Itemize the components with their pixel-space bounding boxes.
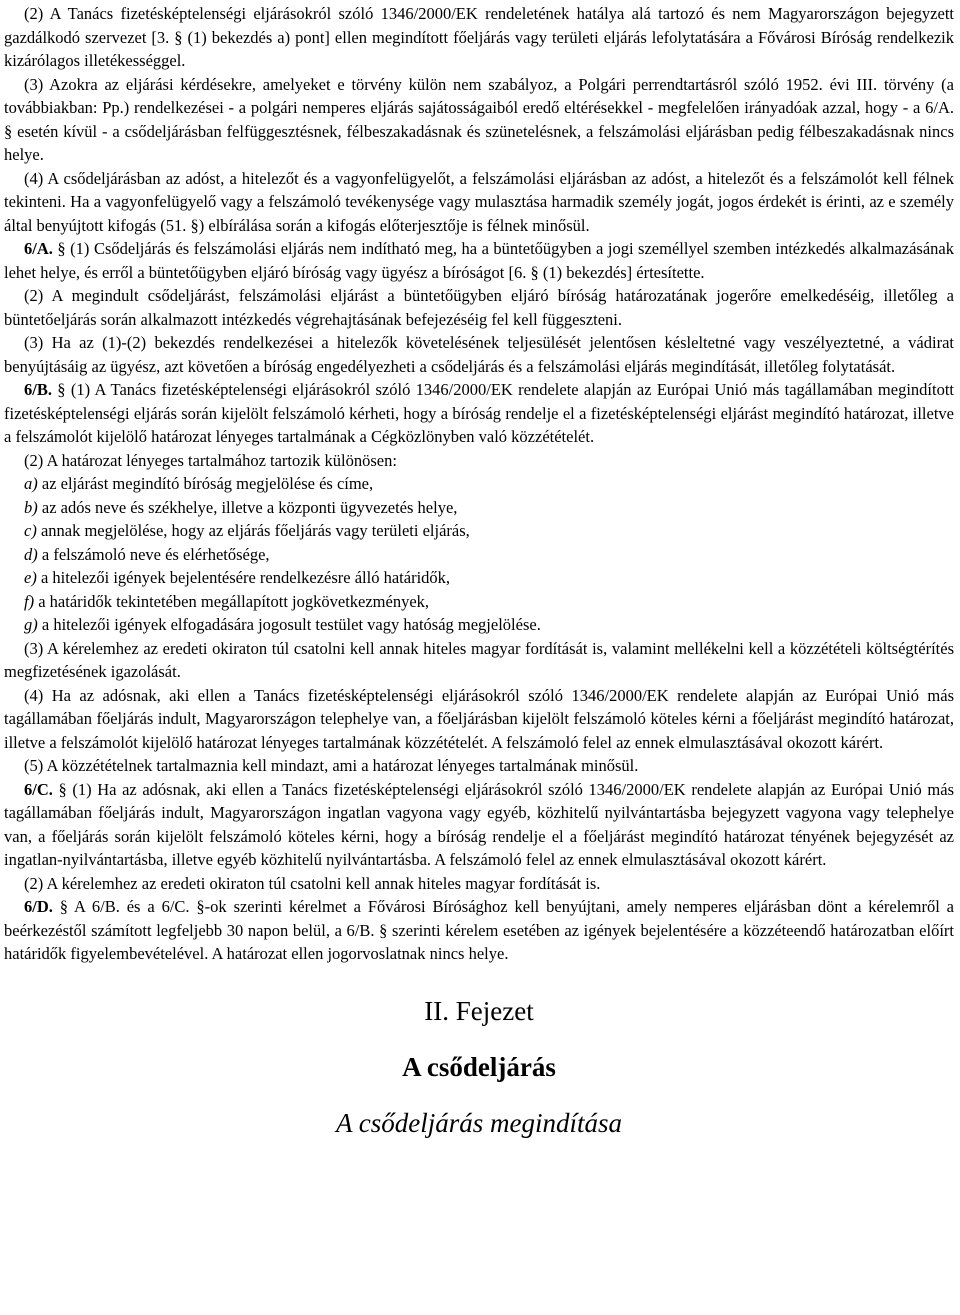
list-item-text: a hitelezői igények bejelentésére rendelkezésre álló határidők, <box>36 568 451 587</box>
section-6d-text-1: § A 6/B. és a 6/C. §-ok szerinti kérelmet a Fővárosi Bírósághoz kell benyújtani, amely nemperes eljárásban dönt a kérelemről a beérkezéstől számított legfeljebb 30 napon belül, a 6/B. § szerinti kérelem esetében az igények bejelentésére a közzéteendő határozatban előírt határidők figyelembevételével. A határozat ellen jogorvoslatnak nincs helye. <box>4 897 954 963</box>
section-6b-heading: 6/B. <box>24 380 52 399</box>
list-item-text: az adós neve és székhelye, illetve a központi ügyvezetés helye, <box>37 497 458 517</box>
list-item-text: a hitelezői igények elfogadására jogosult testület vagy hatóság megjelölése. <box>37 615 541 634</box>
section-6a-text-1: § (1) Csődeljárás és felszámolási eljárás nem indítható meg, ha a büntetőügyben a jogi személlyel szemben intézkedés alkalmazásának lehet helye, és erről a büntetőügyben eljáró bíróság vagy ügyész a bíróságot [6. § (1) bekezdés] értesítette. <box>4 239 954 282</box>
list-item-text: annak megjelölése, hogy az eljárás főeljárás vagy területi eljárás, <box>36 521 470 540</box>
section-6a-heading: 6/A. <box>24 239 53 258</box>
chapter-subtitle: A csődeljárás megindítása <box>336 1107 622 1138</box>
section-6a-paragraph-2: (2) A megindult csődeljárást, felszámolási eljárást a büntetőügyben eljáró bíróság határozatának jogerőre emelkedéséig, illetőleg a büntetőeljárás során alkalmazott intézkedés végrehajtásának befejezéséig fel kell függeszteni. <box>4 286 954 329</box>
section-6b-paragraph-1 <box>4 378 954 449</box>
paragraph-4: (4) A csődeljárásban az adóst, a hitelezőt és a vagyonfelügyelőt, a felszámolási eljárásban az adóst, a hitelezőt és a felszámolót kell félnek tekinteni. Ha a vagyonfelügyelő vagy a felszámoló tevékenysége vagy mulasztása harmadik személy jogát, jogos érdekét is érinti, az e személy által benyújtott kifogás (51. §) elbírálása során a kifogás előterjesztője is félnek minősül. <box>4 168 954 235</box>
list-item-letter: g) <box>24 615 38 634</box>
list-item-letter: d) <box>24 544 38 564</box>
list-item-letter: c) <box>24 521 37 540</box>
chapter-heading-block <box>4 994 954 1140</box>
section-6a-paragraph-1 <box>4 237 954 284</box>
list-item-letter: f) <box>24 591 35 611</box>
list-item <box>24 590 954 614</box>
section-6b-paragraph-2: (2) A határozat lényeges tartalmához tartozik különösen: <box>24 450 397 470</box>
chapter-number: II. Fejezet <box>424 995 534 1026</box>
section-6c-paragraph-1 <box>4 778 954 872</box>
list-item <box>24 566 954 590</box>
list-item <box>24 496 954 520</box>
list-item-letter: b) <box>24 497 38 517</box>
content-list <box>4 472 954 637</box>
list-item <box>24 613 954 637</box>
paragraph-3: (3) Azokra az eljárási kérdésekre, amelyeket e törvény külön nem szabályoz, a Polgári perrendtartásról szóló 1952. évi III. törvény (a továbbiakban: Pp.) rendelkezései - a polgári nemperes eljárás sajátosságaiból eredő eltérésekkel - megfelelően irányadóak azzal, hogy - a 6/A. § esetén kívül - a csődeljárásban felfüggesztésnek, félbeszakadásnak és szünetelésnek, a felszámolási eljárásban pedig félbeszakadásnak nincs helye. <box>4 74 954 164</box>
list-item-text: a határidők tekintetében megállapított jogkövetkezmények, <box>34 591 430 611</box>
section-6a-paragraph-3: (3) Ha az (1)-(2) bekezdés rendelkezései a hitelezők követelésének teljesülését jelentősen késleltetné vagy veszélyeztetné, a vádirat benyújtásáig az ügyész, azt követően a bíróság engedélyezheti a csődeljárás és a felszámolási eljárás megindítását, illetőleg folytatását. <box>4 333 954 376</box>
section-6c-text-1: § (1) Ha az adósnak, aki ellen a Tanács fizetésképtelenségi eljárásokról szóló 1346/2000/EK rendelete alapján az Európai Unió más tagállamában főeljárás indult, Magyarországon ingatlan vagyona vagy egyéb, közhitelű nyilvántartásba bejegyzett vagyona vagy telephelye van, a főeljárás során kijelölt felszámoló köteles kérni, hogy a bíróság rendelje el a főeljárást megindító határozat tényének bejegyzését az ingatlan-nyilvántartásba, illetve egyéb közhitelű nyilvántartásba. A felszámoló felel az ennek elmulasztásával okozott kárért. <box>4 779 954 869</box>
list-item-letter: e) <box>24 568 37 587</box>
list-item <box>24 519 954 543</box>
list-item <box>24 472 954 496</box>
section-6b-text-1: § (1) A Tanács fizetésképtelenségi eljárásokról szóló 1346/2000/EK rendelete alapján az Európai Unió más tagállamában megindított fizetésképtelenségi eljárás során kijelölt felszámoló kérheti, hogy a bíróság rendelje el a fizetésképtelenségi eljárást megindító határozat, illetve a felszámolót kijelölő határozat lényeges tartalmának a Cégközlönyben való közzétételét. <box>4 380 954 446</box>
section-6d-paragraph-1 <box>4 895 954 966</box>
list-item-text: a felszámoló neve és elérhetősége, <box>37 544 270 564</box>
section-6d-heading: 6/D. <box>24 897 53 916</box>
section-6c-heading: 6/C. <box>24 779 53 799</box>
section-6b-paragraph-5: (5) A közzétételnek tartalmaznia kell mindazt, ami a határozat lényeges tartalmának minősül. <box>24 756 639 775</box>
section-6b-paragraph-3: (3) A kérelemhez az eredeti okiraton túl csatolni kell annak hiteles magyar fordítását is, valamint mellékelni kell a közzétételi költségtérítés megfizetésének igazolását. <box>4 638 954 681</box>
section-6c-paragraph-2: (2) A kérelemhez az eredeti okiraton túl csatolni kell annak hiteles magyar fordítását is. <box>24 873 601 893</box>
paragraph-2: (2) A Tanács fizetésképtelenségi eljárásokról szóló 1346/2000/EK rendeletének hatálya alá tartozó és nem Magyarországon bejegyzett gazdálkodó szervezet [3. § (1) bekezdés a) pont] ellen megindított főeljárás vagy területi eljárás lefolytatására a Fővárosi Bíróság rendelkezik kizárólagos illetékességgel. <box>4 4 954 70</box>
list-item-text: az eljárást megindító bíróság megjelölése és címe, <box>37 474 374 493</box>
list-item <box>24 543 954 567</box>
list-item-letter: a) <box>24 474 38 493</box>
section-6b-paragraph-4: (4) Ha az adósnak, aki ellen a Tanács fizetésképtelenségi eljárásokról szóló 1346/2000/EK rendelete alapján az Európai Unió más tagállamában főeljárás indult, Magyarországon telephelye van, a főeljárásban kijelölt felszámoló köteles kérni a főeljárást megindító határozat, illetve a felszámolót kijelölő határozat lényeges tartalmának közzétételét. A felszámoló felel az ennek elmulasztásával okozott kárért. <box>4 685 954 752</box>
chapter-title: A csődeljárás <box>402 1051 556 1082</box>
